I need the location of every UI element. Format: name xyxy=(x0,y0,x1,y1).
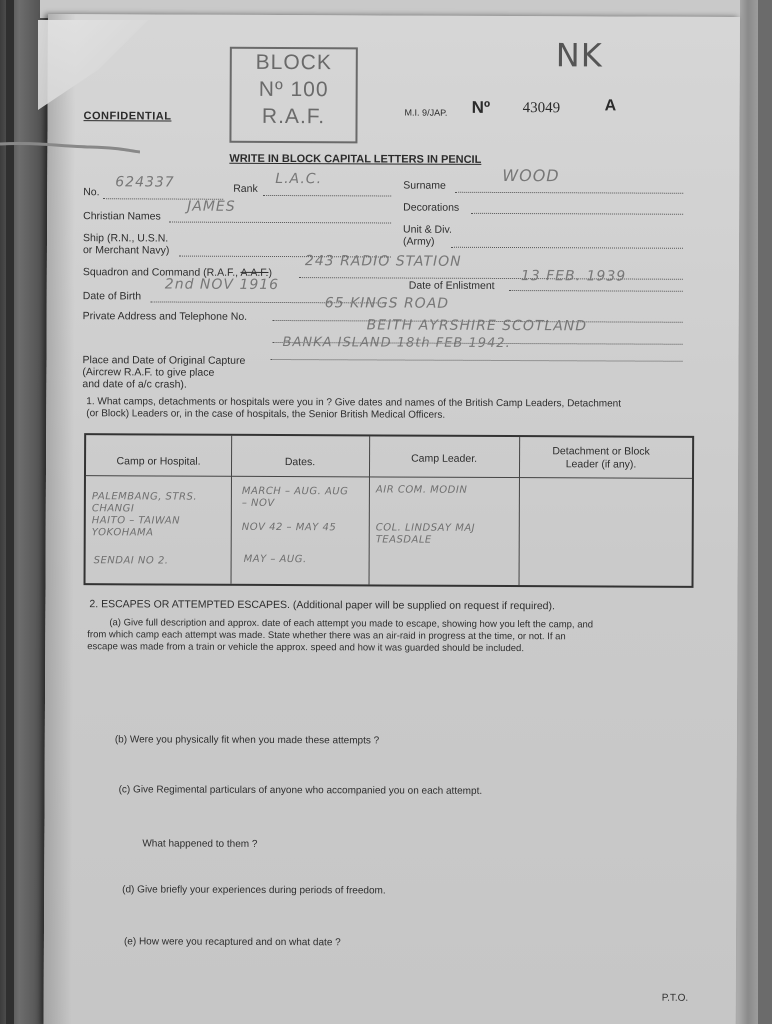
column-header-camp-leader: Camp Leader. xyxy=(411,452,478,465)
folder-edge xyxy=(758,0,772,1024)
instruction-heading: WRITE IN BLOCK CAPITAL LETTERS IN PENCIL xyxy=(229,152,482,166)
rank-line xyxy=(263,195,391,197)
table-row-1-leader: AIR COM. MODIN xyxy=(375,484,468,496)
capture-label-line3: and date of a/c crash). xyxy=(82,378,187,391)
table-header-divider xyxy=(86,475,692,479)
question-2d: (d) Give briefly your experiences during periods of freedom. xyxy=(122,884,386,897)
capture-line xyxy=(270,359,682,362)
surname-value: WOOD xyxy=(502,165,560,186)
decorations-label: Decorations xyxy=(403,201,460,214)
question-1-text-line2: (or Block) Leaders or, in the case of hospitals, the Senior British Medical Officers. xyxy=(86,408,446,421)
address-value-line2: BEITH AYRSHIRE SCOTLAND xyxy=(366,317,588,335)
question-2a-line2: from which camp each attempt was made. State whether there was an air-raid in progress at the time, or not. If an xyxy=(87,629,566,643)
column-header-dates: Dates. xyxy=(284,456,316,469)
decorations-line xyxy=(471,213,683,215)
rank-value: L.A.C. xyxy=(275,170,323,188)
squadron-label-text: Squadron and Command (R.A.F., xyxy=(82,266,239,279)
stamp-line-3: R.A.F. xyxy=(261,104,326,129)
squadron-label-struck: A.A.F. xyxy=(240,266,269,279)
capture-label-line2: (Aircrew R.A.F. to give place xyxy=(82,366,215,379)
question-2a-line1: (a) Give full description and approx. date of each attempt you made to escape, showing how you left the camp, and xyxy=(109,617,594,631)
stamp-line-1: BLOCK xyxy=(255,50,332,75)
classification-label: CONFIDENTIAL xyxy=(83,110,172,123)
stamp-line-2: Nº 100 xyxy=(258,77,329,102)
tag-string xyxy=(0,140,140,154)
date-of-birth-label: Date of Birth xyxy=(82,290,142,303)
reference-suffix: A xyxy=(604,97,617,115)
surname-line xyxy=(455,192,683,194)
christian-names-label: Christian Names xyxy=(83,210,161,223)
table-row-2-leader: COL. LINDSAY MAJ TEASDALE xyxy=(375,522,476,546)
form-page xyxy=(44,14,740,1024)
rank-label: Rank xyxy=(233,182,258,195)
ship-label-line2: or Merchant Navy) xyxy=(82,244,170,257)
table-row-3-camp: SENDAI NO 2. xyxy=(93,555,169,567)
question-1-text-line1: 1. What camps, detachments or hospitals were you in ? Give dates and names of the British Camp Leaders, Detachment xyxy=(86,396,622,410)
table-row-1-camp: PALEMBANG, STRS. CHANGI xyxy=(91,491,198,515)
service-number-value: 624337 xyxy=(115,174,175,191)
no-label: No. xyxy=(83,186,100,199)
address-value-line1: 65 KINGS ROAD xyxy=(324,295,450,312)
column-header-camp: Camp or Hospital. xyxy=(116,455,201,468)
block-stamp xyxy=(229,47,357,144)
please-turn-over: P.T.O. xyxy=(661,992,689,1004)
capture-label-line1: Place and Date of Original Capture xyxy=(82,354,246,367)
enlistment-value: 13 FEB. 1939 xyxy=(520,268,627,285)
unit-label-line1: Unit & Div. xyxy=(403,223,452,236)
squadron-label-close: ) xyxy=(268,266,273,279)
camps-table xyxy=(84,433,695,588)
question-2b: (b) Were you physically fit when you made these attempts ? xyxy=(114,734,380,747)
table-row-1-dates: MARCH – AUG. AUG – NOV xyxy=(241,485,349,509)
question-2c: (c) Give Regimental particulars of anyone who accompanied you on each attempt. xyxy=(118,784,483,797)
enlistment-line xyxy=(509,290,683,292)
page-shadow xyxy=(44,14,76,1024)
corner-handwritten-mark: NK xyxy=(555,36,603,75)
reference-number: 43049 xyxy=(522,100,561,117)
unit-line xyxy=(451,247,683,249)
squadron-value: 243 RADIO STATION xyxy=(304,253,462,270)
unit-label-line2: (Army) xyxy=(402,235,435,248)
reference-no-label: Nº xyxy=(471,97,491,117)
question-2a-line3: escape was made from a train or vehicle the approx. speed and how it was guarded should be included. xyxy=(87,641,525,655)
capture-value: BANKA ISLAND 18th FEB 1942. xyxy=(282,335,511,352)
question-2e: (e) How were you recaptured and on what date ? xyxy=(123,936,341,949)
table-row-2-dates: NOV 42 – MAY 45 xyxy=(241,521,337,534)
question-2c-followup: What happened to them ? xyxy=(142,838,258,850)
address-label: Private Address and Telephone No. xyxy=(82,310,248,323)
table-row-3-dates: MAY – AUG. xyxy=(243,553,307,566)
christian-names-value: JAMES xyxy=(187,198,236,215)
reference-code: M.I. 9/JAP. xyxy=(404,107,448,118)
ship-label-line1: Ship (R.N., U.S.N. xyxy=(82,232,169,245)
table-row-2-camp: HAITO – TAIWAN YOKOHAMA xyxy=(91,515,181,539)
surname-label: Surname xyxy=(403,179,446,192)
column-header-detachment-leader: Detachment or Block Leader (if any). xyxy=(552,445,650,471)
question-2-title: 2. ESCAPES OR ATTEMPTED ESCAPES. (Additional paper will be supplied on request if required). xyxy=(89,598,555,613)
date-of-birth-value: 2nd NOV 1916 xyxy=(164,276,280,294)
christian-names-line xyxy=(169,222,391,224)
enlistment-label: Date of Enlistment xyxy=(408,279,495,292)
